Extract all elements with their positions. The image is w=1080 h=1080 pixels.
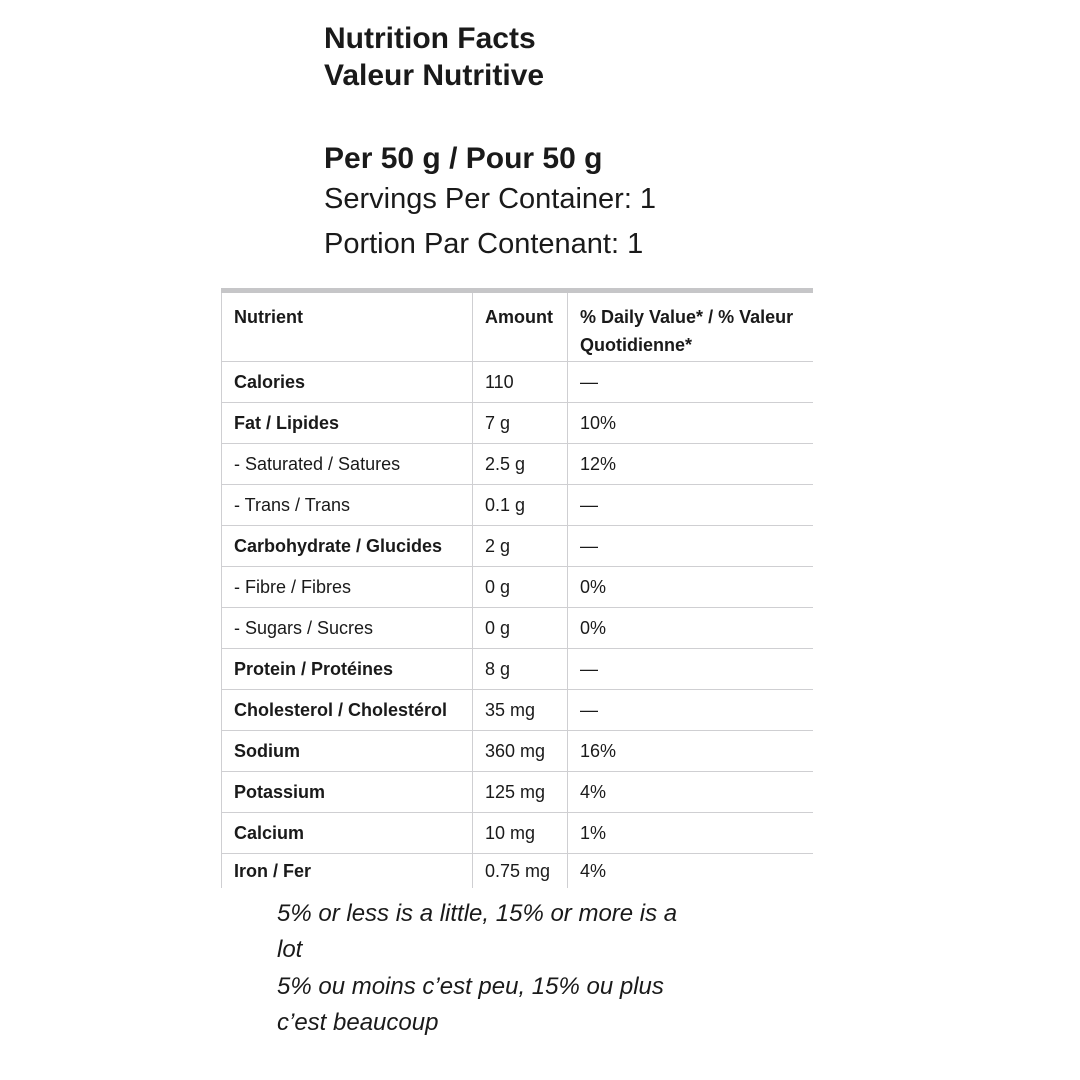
amount-cell: 125 mg	[473, 772, 568, 813]
nutrient-cell: - Sugars / Sucres	[222, 608, 473, 649]
daily-value-cell: —	[568, 690, 813, 731]
amount-cell: 360 mg	[473, 731, 568, 772]
nutrient-cell: Cholesterol / Cholestérol	[222, 690, 473, 731]
amount-cell: 2 g	[473, 526, 568, 567]
header-amount: Amount	[473, 291, 568, 362]
table-row	[222, 690, 813, 731]
amount-cell: 7 g	[473, 403, 568, 444]
serving-size: Per 50 g / Pour 50 g	[324, 142, 603, 175]
daily-value-cell: —	[568, 526, 813, 567]
nutrient-cell: - Saturated / Satures	[222, 444, 473, 485]
daily-value-cell: 4%	[568, 854, 813, 889]
nutrient-cell: - Fibre / Fibres	[222, 567, 473, 608]
portion-par-contenant: Portion Par Contenant: 1	[324, 228, 644, 260]
daily-value-cell: 0%	[568, 567, 813, 608]
amount-cell: 0 g	[473, 608, 568, 649]
table-row	[222, 526, 813, 567]
table-header-row	[222, 291, 813, 362]
amount-cell: 0.75 mg	[473, 854, 568, 889]
servings-per-container: Servings Per Container: 1	[324, 183, 657, 215]
amount-cell: 0 g	[473, 567, 568, 608]
daily-value-cell: 12%	[568, 444, 813, 485]
footnote-french: 5% ou moins c’est peu, 15% ou plus c’est beaucoup	[277, 973, 664, 1036]
nutrient-cell: Iron / Fer	[222, 854, 473, 889]
table-row	[222, 567, 813, 608]
title-english: Nutrition Facts	[324, 22, 536, 55]
daily-value-cell: 0%	[568, 608, 813, 649]
amount-cell: 10 mg	[473, 813, 568, 854]
daily-value-cell: 16%	[568, 731, 813, 772]
footnote-english: 5% or less is a little, 15% or more is a lot	[277, 900, 678, 963]
nutrient-cell: Protein / Protéines	[222, 649, 473, 690]
table-body	[222, 362, 813, 889]
nutrient-cell: Fat / Lipides	[222, 403, 473, 444]
amount-cell: 0.1 g	[473, 485, 568, 526]
daily-value-cell: —	[568, 485, 813, 526]
daily-value-cell: 10%	[568, 403, 813, 444]
table-row	[222, 444, 813, 485]
nutrient-cell: Calcium	[222, 813, 473, 854]
table-row	[222, 485, 813, 526]
amount-cell: 2.5 g	[473, 444, 568, 485]
table-row	[222, 813, 813, 854]
table-row	[222, 772, 813, 813]
table-row	[222, 403, 813, 444]
nutrient-cell: - Trans / Trans	[222, 485, 473, 526]
table-row	[222, 608, 813, 649]
title-french: Valeur Nutritive	[324, 59, 545, 92]
table-row	[222, 854, 813, 889]
header-daily-value: % Daily Value* / % Valeur Quotidienne*	[568, 291, 813, 362]
amount-cell: 110	[473, 362, 568, 403]
daily-value-cell: 1%	[568, 813, 813, 854]
nutrient-cell: Carbohydrate / Glucides	[222, 526, 473, 567]
daily-value-cell: 4%	[568, 772, 813, 813]
nutrition-table	[221, 288, 813, 888]
nutrient-cell: Calories	[222, 362, 473, 403]
header-nutrient: Nutrient	[222, 291, 473, 362]
amount-cell: 35 mg	[473, 690, 568, 731]
daily-value-cell: —	[568, 362, 813, 403]
table-row	[222, 731, 813, 772]
amount-cell: 8 g	[473, 649, 568, 690]
daily-value-cell: —	[568, 649, 813, 690]
table-row	[222, 362, 813, 403]
nutrient-cell: Sodium	[222, 731, 473, 772]
nutrient-cell: Potassium	[222, 772, 473, 813]
table-row	[222, 649, 813, 690]
